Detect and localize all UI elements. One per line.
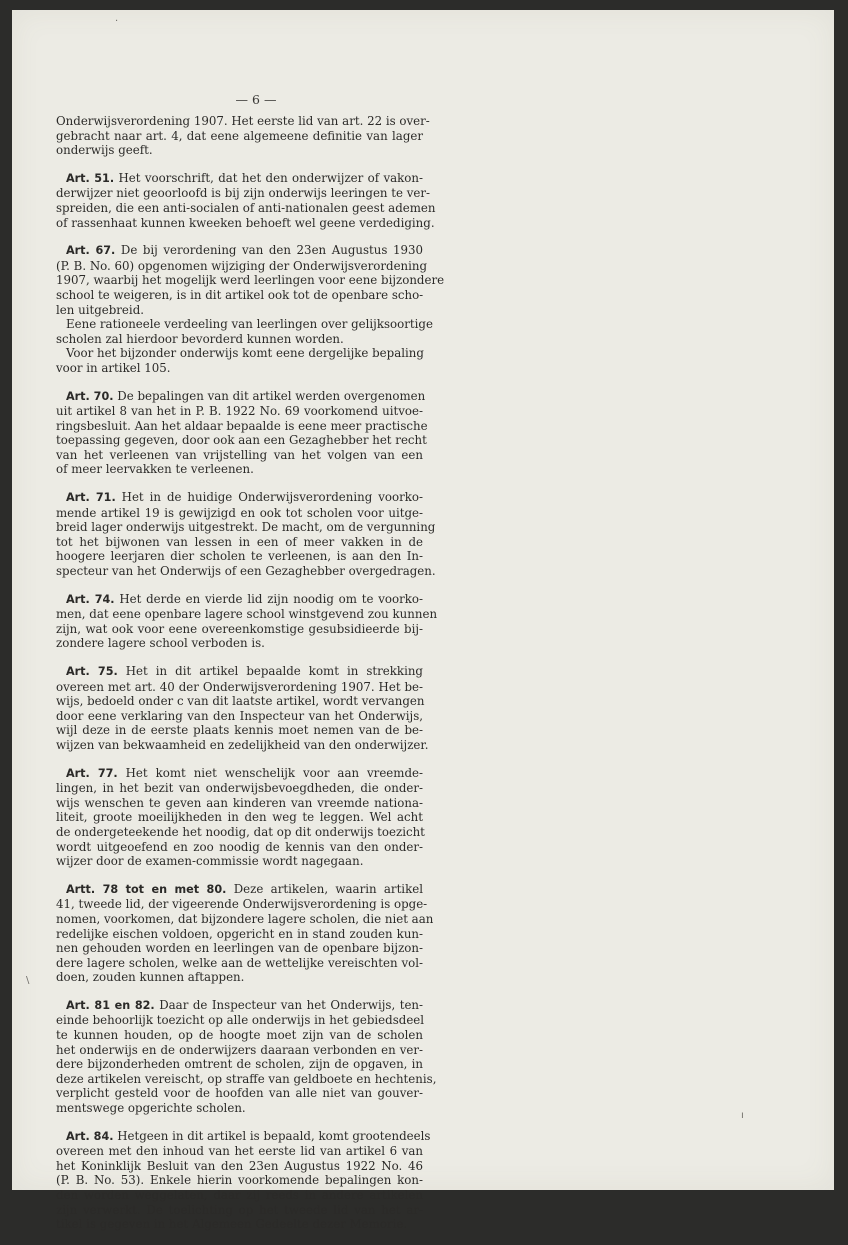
- line-text: wijzen van bekwaamheid en zedelijkheid van den onderwijzer.: [56, 737, 429, 752]
- text-line: [56, 680, 423, 695]
- paragraph: [56, 114, 430, 158]
- line-text: De bepalingen van dit artikel werden overgenomen: [117, 388, 426, 403]
- paragraph: [56, 591, 438, 651]
- paragraph: [56, 388, 428, 478]
- text-line: [56, 897, 428, 912]
- text-line: [56, 1101, 423, 1116]
- line-text: het Koninklijk Besluit van den 23en Augustus 1922 No. 46: [56, 1158, 423, 1173]
- text-line: [56, 1188, 423, 1203]
- line-text: tot het bijwonen van lessen in een of meer vakken in de: [56, 534, 423, 549]
- text-line: [56, 564, 436, 579]
- text-line: [56, 723, 423, 738]
- article-label: Art. 67.: [66, 244, 116, 258]
- line-text: (P. B. No. 53). Enkele hierin voorkomende bepalingen kon-: [56, 1173, 423, 1188]
- text-line: [56, 1028, 423, 1043]
- line-text: specteur van het Onderwijs of een Gezaghebber overgedragen.: [56, 564, 436, 579]
- text-line: [56, 418, 428, 434]
- text-line: [56, 941, 423, 956]
- line-text: mentswege opgerichte scholen.: [56, 1101, 246, 1116]
- body-text: [56, 114, 445, 1245]
- line-text: Het in de huidige Onderwijsverordening voorko-: [121, 490, 423, 505]
- line-text: 1907, waarbij het mogelijk werd leerlingen voor eene bijzondere: [56, 273, 445, 288]
- document-page: [12, 10, 834, 1232]
- article-label: Art. 71.: [66, 491, 116, 505]
- line-text: einde behoorlijk toezicht op alle onderwijs in het gebiedsdeel: [56, 1013, 425, 1028]
- text-line: [56, 288, 423, 303]
- line-text: nomen, voorkomen, dat bijzondere lagere scholen, die niet aan: [56, 911, 434, 926]
- line-text: het onderwijs en de onderwijzers daaraan verbonden en ver-: [56, 1042, 423, 1057]
- line-text: liteit, groote moeilijkheden in den weg te leggen. Wel acht: [56, 810, 423, 825]
- text-line: [56, 796, 423, 811]
- text-line: [56, 1128, 431, 1145]
- line-text: breid lager onderwijs uitgestrekt. De macht, om de vergunning: [56, 520, 436, 535]
- line-text: De bij verordening van den 23en Augustus 1930: [120, 243, 423, 258]
- article-label: Art. 51.: [66, 171, 115, 185]
- text-line: [56, 143, 423, 158]
- paragraph: [56, 766, 423, 869]
- line-text: Onderwijsverordening 1907. Het eerste lid van art. 22 is over-: [56, 114, 430, 128]
- line-text: Het komt niet wenschelijk voor aan vreemde-: [125, 765, 423, 780]
- line-text: door eene verklaring van den Inspecteur van het Onderwijs,: [56, 708, 423, 723]
- text-line: [56, 520, 436, 535]
- text-line: [56, 810, 423, 825]
- line-text: derwijzer niet geoorloofd is bij zijn onderwijs leeringen te ver-: [56, 186, 431, 201]
- line-text: men, dat eene openbare lagere school winstgevend zou kunnen: [56, 607, 438, 622]
- line-text: ringsbesluit. Aan het aldaar bepaalde is eene meer practische: [56, 418, 428, 433]
- text-line: [56, 1043, 423, 1058]
- line-text: onderwijs geeft.: [56, 143, 153, 158]
- text-line: [56, 462, 423, 477]
- paragraph: [56, 664, 429, 753]
- text-line: [56, 215, 435, 231]
- text-line: [56, 607, 438, 622]
- text-line: [56, 1086, 423, 1101]
- line-text: wordt uitgeoefend en zoo noodig de kennis van den onder-: [56, 839, 423, 854]
- text-line: [56, 129, 423, 144]
- text-line: [56, 882, 423, 898]
- text-line: [56, 840, 423, 855]
- paragraph: [56, 997, 437, 1116]
- text-line: [56, 636, 423, 651]
- text-line: voor in artikel 105.: [56, 360, 171, 375]
- line-text: mende artikel 19 is gewijzigd en ook tot scholen voor uitge-: [56, 505, 423, 520]
- text-line: [56, 1144, 423, 1159]
- line-text: Het voorschrift, dat het den onderwijzer of vakon-: [118, 170, 423, 185]
- text-line: [56, 171, 423, 187]
- line-text: zijn verwerkt. De toelichting op het tweede lid van het ar-: [56, 1202, 423, 1217]
- text-line: [56, 1013, 423, 1028]
- line-text: nen gehouden worden en leerlingen van de openbare bijzon-: [56, 941, 423, 956]
- line-text: Daar de Inspecteur van het Onderwijs, ten-: [159, 997, 424, 1012]
- margin-mark-right: ı: [741, 1110, 744, 1121]
- line-text: dere lagere scholen, welke aan de wettelijke vereischten vol-: [56, 955, 423, 970]
- text-line: [56, 737, 429, 753]
- text-line: [56, 998, 423, 1014]
- text-line: Eene rationeele verdeeling van leerlingen over gelijksoortige: [66, 317, 433, 332]
- line-text: redelijke eischen voldoen, opgericht en in stand zouden kun-: [56, 926, 423, 941]
- line-text: gebracht naar art. 4, dat eene algemeene definitie van lager: [56, 128, 423, 143]
- line-text: len uitgebreid.: [56, 302, 144, 317]
- line-text: wijl deze in de eerste plaats kennis moet nemen van de be-: [56, 723, 423, 738]
- text-line: [56, 535, 423, 550]
- page-number: — 6 —: [235, 92, 277, 107]
- line-text: Hetgeen in dit artikel is bepaald, komt grootendeels: [117, 1128, 431, 1143]
- text-line: [56, 1057, 423, 1072]
- line-text: verplicht gesteld voor de hoofden van alle niet van gouver-: [56, 1086, 423, 1101]
- line-text: Deze artikelen, waarin artikel: [233, 881, 423, 896]
- text-line: [56, 854, 423, 869]
- text-line: [56, 956, 423, 971]
- article-label: Art. 77.: [66, 766, 118, 780]
- text-line: [56, 664, 423, 680]
- text-line: [56, 549, 423, 564]
- text-line: [56, 506, 423, 521]
- text-line: [56, 1159, 423, 1174]
- text-line: [56, 258, 428, 274]
- line-text: Het in dit artikel bepaalde komt in strekking: [125, 664, 423, 678]
- paragraph: [56, 170, 436, 230]
- line-text: of meer leervakken te verleenen.: [56, 462, 254, 477]
- line-text: wijzer door de examen-commissie wordt nagegaan.: [56, 854, 364, 869]
- paragraph: [56, 1128, 431, 1232]
- text-line: [56, 970, 423, 985]
- line-text: zijn, wat ook voor eene overeenkomstige gesubsidieerde bij-: [56, 621, 423, 636]
- article-label: Artt. 78 tot en met 80.: [66, 882, 227, 896]
- text-line: [56, 1203, 423, 1218]
- text-line: [56, 114, 430, 129]
- text-line: [56, 694, 423, 709]
- line-text: overeen met den inhoud van het eerste lid van artikel 6 van: [56, 1144, 423, 1159]
- text-line: [56, 1217, 423, 1232]
- line-text: 41, tweede lid, der vigeerende Onderwijsverordening is opge-: [56, 897, 428, 912]
- paragraph: [56, 243, 445, 375]
- text-line: [56, 927, 423, 942]
- line-text: toepassing gegeven, door ook aan een Gezaghebber het recht: [56, 433, 427, 448]
- text-line: [56, 186, 431, 201]
- line-text: dere bijzonderheden omtrent de scholen, zijn de opgaven, in: [56, 1057, 423, 1072]
- text-line: [56, 1173, 423, 1188]
- speck-mark: ·: [115, 16, 119, 27]
- article-label: Art. 75.: [66, 665, 118, 678]
- line-text: spreiden, die een anti-socialen of anti-nationalen geest ademen: [56, 200, 436, 215]
- line-text: overeen met art. 40 der Onderwijsverordening 1907. Het be-: [56, 679, 423, 694]
- text-line: [56, 825, 423, 840]
- text-line: [56, 448, 423, 463]
- paragraph: [56, 490, 436, 579]
- text-line: [56, 709, 423, 724]
- line-text: lingen, in het bezit van onderwijsbevoegdheden, die onder-: [56, 781, 423, 796]
- text-line: [56, 766, 423, 782]
- text-line: [56, 273, 445, 288]
- line-text: hoogere leerjaren dier scholen te verleenen, is aan den In-: [56, 549, 423, 564]
- paragraph: [56, 881, 434, 985]
- text-line: scholen zal hierdoor bevorderd kunnen worden.: [56, 331, 344, 346]
- margin-mark: \: [26, 975, 30, 986]
- text-line: [56, 433, 427, 448]
- line-text: of rassenhaat kunnen kweeken behoeft wel geene verdediging.: [56, 215, 435, 230]
- line-text: doen, zouden kunnen aftappen.: [56, 970, 245, 985]
- article-label: Art. 70.: [66, 389, 114, 403]
- line-text: tikel is gegeven in het Algemeen Gedeelte dezer Memorie.: [56, 1217, 408, 1232]
- line-text: zondere lagere school verboden is.: [56, 636, 265, 651]
- line-text: school te weigeren, is in dit artikel ook tot de openbare scho-: [56, 287, 424, 302]
- article-label: Art. 74.: [66, 592, 115, 606]
- text-line: [56, 404, 423, 419]
- article-label: Art. 81 en 82.: [66, 998, 155, 1012]
- text-line: [56, 388, 426, 405]
- text-line: Voor het bijzonder onderwijs komt eene dergelijke bepaling: [66, 346, 424, 361]
- line-text: wijs wenschen te geven aan kinderen van vreemde nationa-: [56, 795, 423, 810]
- text-line: [56, 243, 423, 259]
- text-line: [56, 490, 423, 506]
- text-line: [56, 592, 423, 608]
- text-line: [56, 303, 423, 318]
- text-line: [56, 911, 434, 927]
- line-text: (P. B. No. 60) opgenomen wijziging der Onderwijsverordening: [56, 258, 428, 273]
- text-line: [56, 1071, 437, 1087]
- line-text: uit artikel 8 van het in P. B. 1922 No. 69 voorkomend uitvoe-: [56, 404, 423, 419]
- line-text: den worden weggelaten, daar zij reeds in andere artikelen: [56, 1188, 423, 1202]
- text-line: [56, 200, 436, 216]
- line-text: deze artikelen vereischt, op straffe van geldboete en hechtenis,: [56, 1071, 437, 1086]
- line-text: van het verleenen van vrijstelling van het volgen van een: [56, 447, 423, 462]
- article-label: Art. 84.: [66, 1129, 114, 1143]
- line-text: te kunnen houden, op de hoogte moet zijn van de scholen: [56, 1028, 423, 1043]
- text-line: [56, 781, 423, 796]
- text-line: [56, 622, 423, 637]
- line-text: de ondergeteekende het noodig, dat op dit onderwijs toezicht: [56, 824, 425, 839]
- line-text: Het derde en vierde lid zijn noodig om te voorko-: [119, 591, 423, 606]
- line-text: wijs, bedoeld onder c van dit laatste artikel, wordt vervangen: [56, 694, 425, 709]
